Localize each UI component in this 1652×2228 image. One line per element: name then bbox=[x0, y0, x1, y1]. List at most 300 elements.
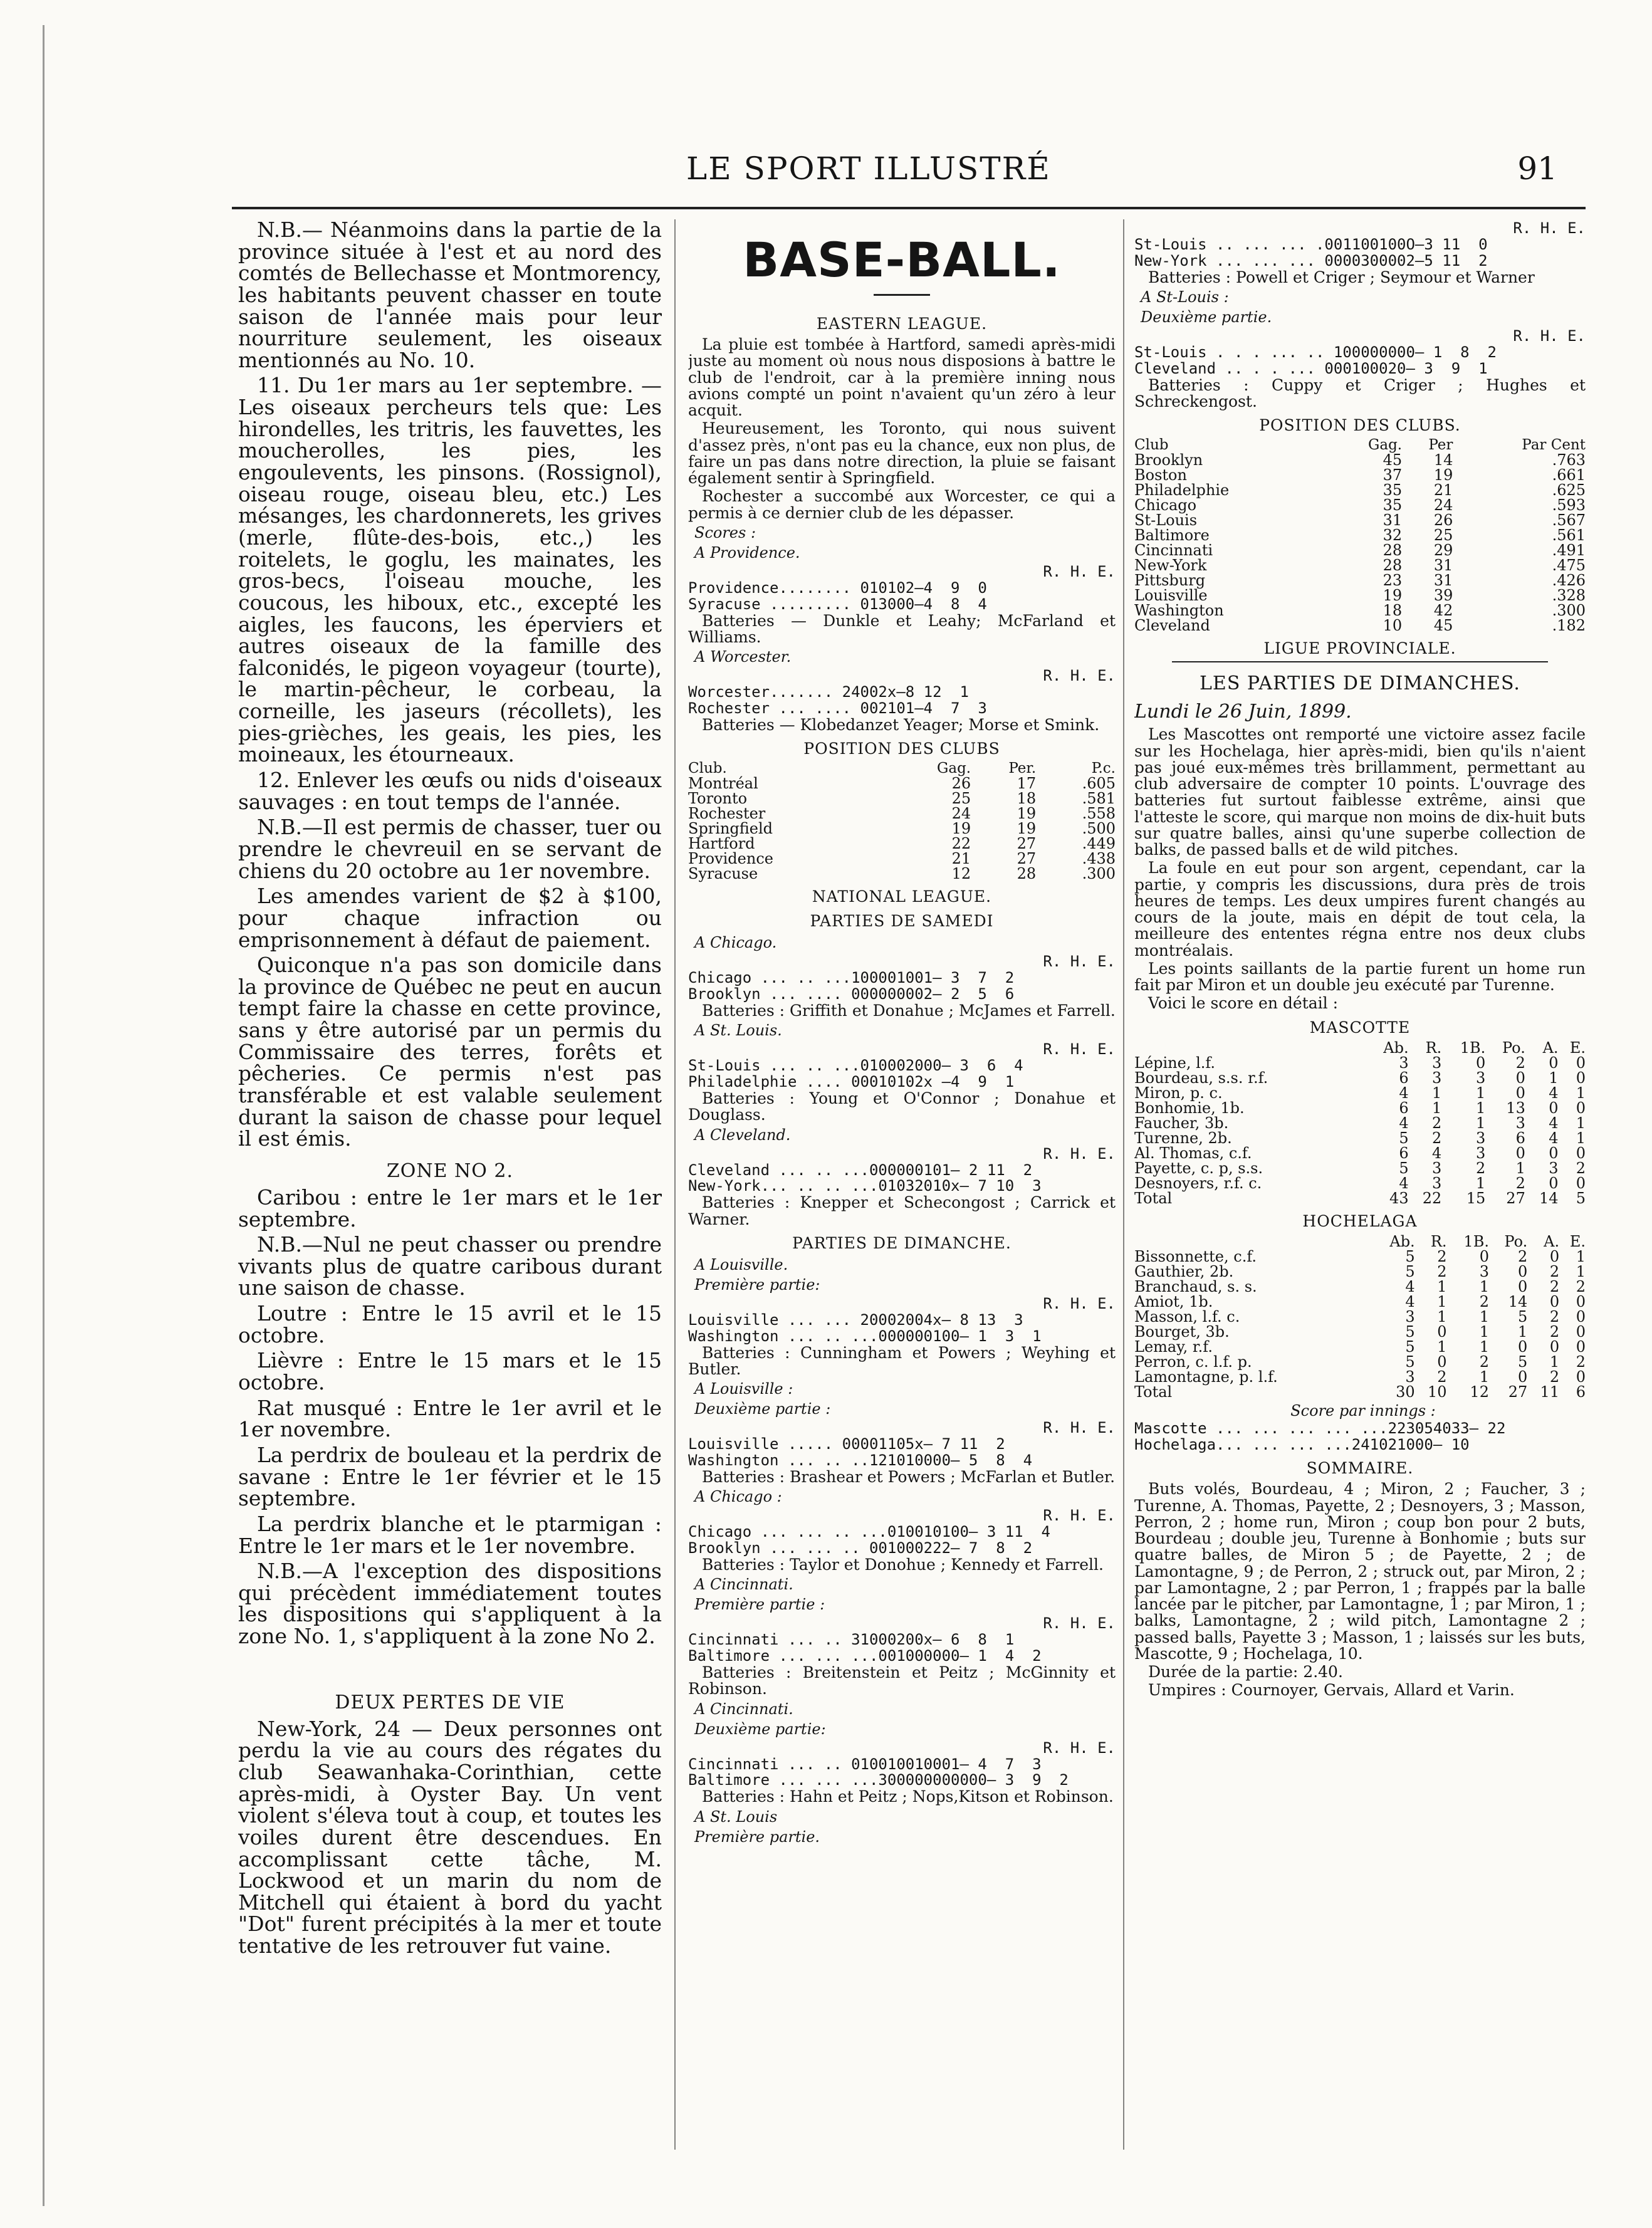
stat: 1 bbox=[1437, 1307, 1447, 1326]
stat: 2 bbox=[1549, 1307, 1560, 1326]
paragraph: Les amendes varient de $2 à $100, pour chaque infraction ou emprisonnement à défaut de paiement. bbox=[238, 884, 662, 952]
paragraph: N.B.—Nul ne peut chasser ou prendre vivants plus de quatre caribous durant une saison de chasse. bbox=[238, 1232, 662, 1300]
wins: 23 bbox=[1383, 572, 1403, 590]
player: Bourget, 3b. bbox=[1134, 1322, 1230, 1341]
column-header: Gag. bbox=[937, 760, 971, 777]
pct: .438 bbox=[1082, 850, 1116, 868]
stat: 2 bbox=[1479, 1292, 1489, 1310]
stat: 1 bbox=[1576, 1247, 1586, 1265]
pct: .558 bbox=[1082, 805, 1116, 823]
game-location: A St-Louis : bbox=[1141, 288, 1229, 306]
club-name: New-York bbox=[1134, 557, 1207, 575]
paragraph: Rat musqué : Entre le 1er avril et le 1er novembre. bbox=[238, 1395, 662, 1442]
stat: 4 bbox=[1549, 1084, 1559, 1102]
table-row bbox=[1134, 513, 1586, 528]
losses: 19 bbox=[1433, 466, 1453, 484]
score-line: St-Louis ... .. ...010002000— 3 6 4 bbox=[688, 1058, 1023, 1075]
stat: 27 bbox=[1506, 1189, 1525, 1207]
column-header: Po. bbox=[1502, 1038, 1525, 1057]
stat: 1 bbox=[1517, 1322, 1528, 1341]
game-location: A Chicago : bbox=[694, 1488, 782, 1506]
losses: 29 bbox=[1433, 541, 1453, 560]
batteries: Batteries : Young et O'Connor ; Donahue et Douglass. bbox=[688, 1089, 1116, 1124]
stat: 43 bbox=[1389, 1189, 1409, 1207]
stat: 0 bbox=[1517, 1262, 1528, 1280]
paragraph: 12. Enlever les œufs ou nids d'oiseaux sauvages : en tout temps de l'année. bbox=[238, 768, 662, 814]
league-heading: LIGUE PROVINCIALE. bbox=[1263, 639, 1456, 658]
game-location: A St. Louis bbox=[694, 1807, 778, 1826]
score-line: Syracuse ......... 013000—4 8 4 bbox=[688, 596, 987, 613]
club-name: Washington bbox=[1134, 602, 1224, 620]
score-line: Cleveland ... .. ...000000101— 2 11 2 bbox=[688, 1162, 1033, 1179]
stat: 0 bbox=[1549, 1054, 1559, 1072]
losses: 18 bbox=[1017, 790, 1037, 808]
stat: 4 bbox=[1432, 1144, 1442, 1162]
stat: 5 bbox=[1517, 1352, 1528, 1371]
rhe-header: R. H. E. bbox=[1513, 327, 1586, 345]
table-row bbox=[1134, 1116, 1586, 1131]
paragraph: Heureusement, les Toronto, qui nous suivent d'assez près, n'ont pas eu la chance, eux non plus, de faire un pas dans notre direction, la pluie se faisant également sentir à Springfield. bbox=[688, 419, 1116, 487]
wins: 28 bbox=[1383, 541, 1403, 560]
paragraph: Les Mascottes ont remporté une victoire assez facile sur les Hochelaga, hier après-midi, bien qu'ils n'aient pas joué eux-mêmes très brillamment, permettant au club adversaire de compter 10 points. L'ouvrage des batteries fut surtout faiblesse extrême, ainsi que l'atteste le score, qui marque non moins de dix-huit buts sur quatre balles, ainsi qu'une superbe collection de balks, de passed balls et de wild pitches. bbox=[1134, 725, 1586, 859]
pct: .491 bbox=[1552, 541, 1586, 560]
wins: 26 bbox=[951, 775, 971, 793]
losses: 42 bbox=[1433, 602, 1453, 620]
losses: 19 bbox=[1017, 805, 1037, 823]
stat: 0 bbox=[1576, 1054, 1586, 1072]
pct: .561 bbox=[1552, 526, 1586, 545]
dateline: Lundi le 26 Juin, 1899. bbox=[1134, 701, 1352, 723]
box-score-hochelaga bbox=[1134, 1234, 1586, 1399]
wins: 10 bbox=[1383, 617, 1403, 635]
rhe-header: R. H. E. bbox=[1043, 953, 1116, 971]
column-header: Po. bbox=[1504, 1232, 1528, 1250]
standings-heading: POSITION DES CLUBS. bbox=[1259, 416, 1461, 435]
stat: 15 bbox=[1466, 1189, 1486, 1207]
header-rule bbox=[232, 207, 1586, 209]
game-block bbox=[688, 1380, 1116, 1485]
stat: 0 bbox=[1517, 1368, 1528, 1386]
stat: 4 bbox=[1399, 1174, 1409, 1192]
section-title: BASE-BALL. bbox=[743, 232, 1061, 288]
game-location: A Cincinnati. bbox=[694, 1700, 793, 1718]
club-name: Syracuse bbox=[688, 865, 758, 883]
stat: 0 bbox=[1576, 1292, 1586, 1310]
player: Desnoyers, r.f. c. bbox=[1134, 1174, 1262, 1192]
table-row bbox=[1134, 1324, 1586, 1339]
league-heading: NATIONAL LEAGUE. bbox=[812, 887, 992, 906]
paragraph: N.B.—A l'exception des dispositions qui précèdent immédiatement toutes les dispositions qui s'appliquent à la zone No. 1, s'appliquent à la zone No 2. bbox=[238, 1559, 662, 1649]
wins: 24 bbox=[951, 805, 971, 823]
stat: 3 bbox=[1475, 1144, 1486, 1162]
stat: 5 bbox=[1399, 1159, 1409, 1177]
score-line: Baltimore ... ... ...300000000000— 3 9 2 bbox=[688, 1772, 1069, 1789]
game-location: A Worcester. bbox=[694, 648, 792, 666]
stat: 1 bbox=[1576, 1114, 1586, 1132]
player: Lépine, l.f. bbox=[1134, 1054, 1216, 1072]
paragraph: N.B.—Il est permis de chasser, tuer ou prendre le chevreuil en se servant de chiens du 20 octobre au 1er novembre. bbox=[238, 815, 662, 883]
table-row bbox=[1134, 498, 1586, 513]
column-header: A. bbox=[1544, 1232, 1560, 1250]
league-heading: EASTERN LEAGUE. bbox=[816, 315, 988, 333]
paragraph: La pluie est tombée à Hartford, samedi après-midi juste au moment où nous nous disposions à battre le club de l'endroit, car à la première inning nous avions compté un point n'avaient qu'un zéro à leur acquit. bbox=[688, 335, 1116, 419]
rhe-header: R. H. E. bbox=[1043, 1419, 1116, 1437]
rhe-header: R. H. E. bbox=[1043, 1144, 1116, 1163]
score-line: St-Louis . . . ... .. 100000000— 1 8 2 bbox=[1134, 345, 1497, 361]
column-header: Club. bbox=[688, 760, 727, 777]
rhe-header: R. H. E. bbox=[1043, 667, 1116, 685]
stat: 0 bbox=[1576, 1174, 1586, 1192]
player: Branchaud, s. s. bbox=[1134, 1277, 1257, 1295]
column-header: R. bbox=[1425, 1038, 1442, 1057]
column-header: Per. bbox=[1008, 760, 1037, 777]
stat: 1 bbox=[1437, 1277, 1447, 1295]
standings-table bbox=[688, 761, 1116, 881]
stat: 1 bbox=[1475, 1099, 1486, 1117]
player: Lemay, r.f. bbox=[1134, 1337, 1213, 1356]
losses: 17 bbox=[1017, 775, 1037, 793]
stat: 3 bbox=[1549, 1159, 1559, 1177]
stat: 5 bbox=[1399, 1129, 1409, 1147]
table-row bbox=[1134, 558, 1586, 573]
losses: 31 bbox=[1433, 572, 1453, 590]
pct: .300 bbox=[1082, 865, 1116, 883]
stat: 3 bbox=[1479, 1262, 1489, 1280]
player: Amiot, 1b. bbox=[1134, 1292, 1213, 1310]
stat: 2 bbox=[1576, 1352, 1586, 1371]
player: Miron, p. c. bbox=[1134, 1084, 1223, 1102]
club-name: Brooklyn bbox=[1134, 451, 1203, 469]
losses: 28 bbox=[1017, 865, 1037, 883]
wins: 21 bbox=[951, 850, 971, 868]
stat: 3 bbox=[1475, 1069, 1486, 1087]
club-name: Hartford bbox=[688, 835, 755, 853]
game-part: Première partie. bbox=[694, 1828, 820, 1846]
stat: 14 bbox=[1508, 1292, 1528, 1310]
wins: 31 bbox=[1383, 511, 1403, 530]
player: Bourdeau, s.s. r.f. bbox=[1134, 1069, 1268, 1087]
section-heading: LES PARTIES DE DIMANCHES. bbox=[1200, 672, 1520, 695]
rhe-header: R. H. E. bbox=[1043, 562, 1116, 580]
stat: 1 bbox=[1437, 1292, 1447, 1310]
table-row bbox=[688, 806, 1116, 821]
stat: 0 bbox=[1437, 1352, 1447, 1371]
standings-heading: POSITION DES CLUBS bbox=[803, 740, 1000, 758]
column-header: R. bbox=[1430, 1232, 1447, 1250]
stat: 2 bbox=[1549, 1262, 1560, 1280]
scores-label: Scores : bbox=[694, 523, 756, 541]
paragraph: Rochester a succombé aux Worcester, ce qui a permis à ce dernier club de les dépasser. bbox=[688, 487, 1116, 522]
game-location: A Providence. bbox=[694, 543, 800, 562]
club-name: Toronto bbox=[688, 790, 748, 808]
stat: 0 bbox=[1576, 1322, 1586, 1341]
batteries: Batteries : Brashear et Powers ; McFarlan et Butler. bbox=[702, 1467, 1116, 1486]
stat: 3 bbox=[1432, 1054, 1442, 1072]
team-heading: MASCOTTE bbox=[1309, 1018, 1411, 1037]
stat: 0 bbox=[1515, 1144, 1525, 1162]
stat: 3 bbox=[1405, 1307, 1415, 1326]
batteries: Batteries — Dunkle et Leahy; McFarland et Williams. bbox=[688, 611, 1116, 646]
paragraph: Voici le score en détail : bbox=[1148, 994, 1339, 1013]
stat: 1 bbox=[1475, 1084, 1486, 1102]
stat: 27 bbox=[1508, 1383, 1528, 1401]
game-location: A Chicago. bbox=[694, 934, 777, 952]
losses: 26 bbox=[1433, 511, 1453, 530]
column-header: P.c. bbox=[1091, 760, 1116, 777]
table-row bbox=[688, 866, 1116, 881]
player: Masson, l.f. c. bbox=[1134, 1307, 1240, 1326]
stat: 1 bbox=[1549, 1352, 1560, 1371]
score-line: Baltimore ... ... ...001000000— 1 4 2 bbox=[688, 1648, 1042, 1665]
game-block bbox=[688, 1576, 1116, 1697]
column-header: Gag. bbox=[1368, 437, 1403, 454]
game-location: A St. Louis. bbox=[694, 1022, 782, 1040]
stat: 6 bbox=[1515, 1129, 1525, 1147]
stat: 0 bbox=[1549, 1247, 1560, 1265]
wins: 12 bbox=[951, 865, 971, 883]
stat: 2 bbox=[1437, 1262, 1447, 1280]
column-baseball bbox=[688, 219, 1116, 1847]
stat: 1 bbox=[1479, 1368, 1489, 1386]
game-block bbox=[688, 1488, 1116, 1573]
table-row bbox=[1134, 573, 1586, 588]
paragraph: Lièvre : Entre le 15 mars et le 15 octobre. bbox=[238, 1348, 662, 1395]
subsection-heading: PARTIES DE SAMEDI bbox=[810, 912, 994, 931]
table-row bbox=[1134, 1131, 1586, 1146]
column-header: Ab. bbox=[1389, 1232, 1415, 1250]
stat: 5 bbox=[1405, 1262, 1415, 1280]
score-line: Cincinnati ... .. 31000200x— 6 8 1 bbox=[688, 1632, 1015, 1649]
wins: 28 bbox=[1383, 557, 1403, 575]
game-location: A Louisville : bbox=[694, 1380, 793, 1398]
stat: 1 bbox=[1479, 1277, 1489, 1295]
stat: 1 bbox=[1475, 1174, 1486, 1192]
stat: 6 bbox=[1399, 1144, 1409, 1162]
club-name: Rochester bbox=[688, 805, 766, 823]
table-row bbox=[688, 836, 1116, 851]
table-row bbox=[1134, 1279, 1586, 1294]
publication-title: LE SPORT ILLUSTRÉ bbox=[686, 150, 1051, 187]
rhe-header: R. H. E. bbox=[1043, 1614, 1116, 1633]
score-line: St-Louis .. ... ... .001100100O—3 11 0 bbox=[1134, 237, 1488, 253]
wins: 37 bbox=[1383, 466, 1403, 484]
stat: 2 bbox=[1549, 1368, 1560, 1386]
team-heading: HOCHELAGA bbox=[1302, 1211, 1418, 1230]
stat: 0 bbox=[1475, 1054, 1486, 1072]
club-name: St-Louis bbox=[1134, 511, 1198, 530]
losses: 39 bbox=[1433, 587, 1453, 605]
game-part: Deuxième partie. bbox=[1141, 308, 1272, 327]
table-row bbox=[1134, 543, 1586, 558]
game-block bbox=[688, 648, 1116, 733]
stat: 1 bbox=[1432, 1084, 1442, 1102]
table-row bbox=[1134, 618, 1586, 633]
batteries: Batteries : Breitenstein et Peitz ; McGinnity et Robinson. bbox=[688, 1663, 1116, 1698]
column-rule bbox=[1123, 219, 1124, 2150]
club-name: Cincinnati bbox=[1134, 541, 1213, 560]
stat: 0 bbox=[1549, 1292, 1560, 1310]
club-name: Cleveland bbox=[1134, 617, 1210, 635]
stat: 1 bbox=[1479, 1307, 1489, 1326]
standings-table bbox=[1134, 438, 1586, 633]
innings-line: Hochelaga... ... ... ...241021000— 10 bbox=[1134, 1436, 1470, 1453]
club-name: Pittsburg bbox=[1134, 572, 1206, 590]
table-row bbox=[1134, 1264, 1586, 1279]
stat: 2 bbox=[1549, 1277, 1560, 1295]
wins: 35 bbox=[1383, 496, 1403, 515]
player: Lamontagne, p. l.f. bbox=[1134, 1368, 1278, 1386]
stat: 2 bbox=[1437, 1368, 1447, 1386]
player: Payette, c. p, s.s. bbox=[1134, 1159, 1263, 1177]
stat: 0 bbox=[1517, 1277, 1528, 1295]
score-line: Chicago ... ... .. ...010010100— 3 11 4 bbox=[688, 1524, 1050, 1541]
column-header: 1B. bbox=[1463, 1232, 1489, 1250]
stat: 11 bbox=[1540, 1383, 1560, 1401]
losses: 25 bbox=[1433, 526, 1453, 545]
table-row bbox=[1134, 528, 1586, 543]
score-line: New-York... .. .. ...01032010x— 7 10 3 bbox=[688, 1178, 1042, 1195]
table-row bbox=[1134, 1085, 1586, 1101]
stat: 4 bbox=[1405, 1277, 1415, 1295]
table-row bbox=[688, 851, 1116, 866]
club-name: Montréal bbox=[688, 775, 758, 793]
score-line: Rochester ... .... 002101—4 7 3 bbox=[688, 700, 987, 717]
losses: 45 bbox=[1433, 617, 1453, 635]
pct: .475 bbox=[1552, 557, 1586, 575]
table-row bbox=[1134, 1161, 1586, 1176]
rhe-header: R. H. E. bbox=[1043, 1294, 1116, 1312]
stat: 1 bbox=[1576, 1262, 1586, 1280]
batteries: Batteries : Cuppy et Criger ; Hughes et Schreckengost. bbox=[1134, 375, 1586, 411]
stat: 2 bbox=[1515, 1054, 1525, 1072]
table-row bbox=[1134, 1176, 1586, 1191]
batteries: Batteries : Powell et Criger ; Seymour et Warner bbox=[1148, 268, 1535, 286]
stat: 0 bbox=[1515, 1069, 1525, 1087]
stat: 1 bbox=[1576, 1129, 1586, 1147]
stat: 1 bbox=[1515, 1159, 1525, 1177]
losses: 14 bbox=[1433, 451, 1453, 469]
score-line: Brooklyn ... .... 000000002— 2 5 6 bbox=[688, 986, 1015, 1003]
rhe-header: R. H. E. bbox=[1043, 1040, 1116, 1059]
table-row bbox=[1134, 588, 1586, 603]
divider bbox=[1172, 661, 1548, 662]
wins: 32 bbox=[1383, 526, 1403, 545]
player: Perron, c. l.f. p. bbox=[1134, 1352, 1252, 1371]
club-name: Boston bbox=[1134, 466, 1187, 484]
table-row bbox=[1134, 1070, 1586, 1085]
pct: .426 bbox=[1552, 572, 1586, 590]
club-name: Springfield bbox=[688, 820, 773, 838]
paragraph: New-York, 24 — Deux personnes ont perdu la vie au cours des régates du club Seawanhaka-Corinthian, cette après-midi, à Oyster Bay. Un vent violent s'éleva tout à coup, et toutes les voiles durent être descendues. En accomplissant cette tâche, M. Lockwood et un marin du nom de Mitchell qui étaient à bord du yacht "Dot" furent précipités à la mer et toute tentative de les retrouver fut vaine. bbox=[238, 1716, 662, 1959]
stat: 1 bbox=[1479, 1322, 1489, 1341]
stat: 0 bbox=[1576, 1307, 1586, 1326]
box-score-mascotte bbox=[1134, 1040, 1586, 1206]
stat: 3 bbox=[1475, 1129, 1486, 1147]
column-standings-provincial bbox=[1134, 219, 1586, 1701]
stat: 3 bbox=[1432, 1174, 1442, 1192]
player: Faucher, 3b. bbox=[1134, 1114, 1229, 1132]
column-header: Par Cent bbox=[1522, 437, 1586, 454]
stat: 1 bbox=[1479, 1337, 1489, 1356]
stat: 3 bbox=[1515, 1114, 1525, 1132]
stat: 6 bbox=[1399, 1069, 1409, 1087]
stat: 2 bbox=[1432, 1129, 1442, 1147]
table-row bbox=[1134, 1249, 1586, 1264]
stat: 6 bbox=[1576, 1383, 1586, 1401]
paragraph: Quiconque n'a pas son domicile dans la province de Québec ne peut en aucun tempt faire la chasse en cette province, sans y être autorisé par un permis du Commissaire des terres, forêts et pêcheries. Ce permis n'est pas transférable et est valable seulement durant la saison de chasse pour lequel il est émis. bbox=[238, 953, 662, 1151]
pct: .567 bbox=[1552, 511, 1586, 530]
club-name: Baltimore bbox=[1134, 526, 1210, 545]
total-row bbox=[1134, 1384, 1586, 1399]
stat: 0 bbox=[1576, 1144, 1586, 1162]
page-binding-edge bbox=[43, 25, 44, 2206]
pct: .328 bbox=[1552, 587, 1586, 605]
rhe-header: R. H. E. bbox=[1043, 1507, 1116, 1525]
stat: 5 bbox=[1405, 1247, 1415, 1265]
pct: .593 bbox=[1552, 496, 1586, 515]
batteries: Batteries : Taylor et Donohue ; Kennedy et Farrell. bbox=[702, 1556, 1104, 1574]
player: Bissonnette, c.f. bbox=[1134, 1247, 1257, 1265]
game-duration: Durée de la partie: 2.40. bbox=[1148, 1663, 1343, 1681]
table-row bbox=[688, 791, 1116, 806]
paragraph: Loutre : Entre le 15 avril et le 15 octobre. bbox=[238, 1301, 662, 1347]
game-location: A Cleveland. bbox=[694, 1126, 791, 1144]
stat: 0 bbox=[1576, 1069, 1586, 1087]
losses: 21 bbox=[1433, 481, 1453, 499]
game-block bbox=[688, 934, 1116, 1019]
stat: 0 bbox=[1549, 1337, 1560, 1356]
club-name: Chicago bbox=[1134, 496, 1197, 515]
score-line: Louisville ... ... 20002004x— 8 13 3 bbox=[688, 1312, 1023, 1329]
wins: 25 bbox=[951, 790, 971, 808]
stat: 4 bbox=[1549, 1129, 1559, 1147]
stat: 2 bbox=[1479, 1352, 1489, 1371]
batteries: Batteries : Griffith et Donahue ; McJames et Farrell. bbox=[702, 1001, 1116, 1020]
table-row bbox=[688, 821, 1116, 836]
stat: 4 bbox=[1399, 1084, 1409, 1102]
stat: 2 bbox=[1515, 1174, 1525, 1192]
wins: 18 bbox=[1383, 602, 1403, 620]
stat: 22 bbox=[1422, 1189, 1442, 1207]
pct: .500 bbox=[1082, 820, 1116, 838]
game-block bbox=[688, 1700, 1116, 1806]
column-header: E. bbox=[1569, 1232, 1586, 1250]
subsection-heading: PARTIES DE DIMANCHE. bbox=[792, 1233, 1012, 1252]
game-block bbox=[1134, 219, 1586, 286]
stat: 5 bbox=[1405, 1337, 1415, 1356]
batteries: Batteries : Cunningham et Powers ; Weyhing et Butler. bbox=[688, 1343, 1116, 1378]
stat: 1 bbox=[1437, 1337, 1447, 1356]
game-part: Première partie : bbox=[694, 1596, 825, 1614]
pct: .625 bbox=[1552, 481, 1586, 499]
paragraph: Caribou : entre le 1er mars et le 1er septembre. bbox=[238, 1185, 662, 1232]
innings-line: Mascotte ... ... ... ... ...223054033— 22 bbox=[1134, 1420, 1506, 1437]
table-row bbox=[1134, 1309, 1586, 1324]
column-rule bbox=[674, 219, 676, 2150]
stat: 30 bbox=[1396, 1383, 1415, 1401]
table-row bbox=[1134, 452, 1586, 468]
total-label: Total bbox=[1134, 1189, 1173, 1207]
score-line: Providence........ 010102—4 9 0 bbox=[688, 580, 987, 597]
table-row bbox=[1134, 1369, 1586, 1384]
club-name: Louisville bbox=[1134, 587, 1208, 605]
losses: 27 bbox=[1017, 835, 1037, 853]
stat: 0 bbox=[1479, 1247, 1489, 1265]
stat: 0 bbox=[1576, 1368, 1586, 1386]
stat: 1 bbox=[1432, 1099, 1442, 1117]
stat: 2 bbox=[1517, 1247, 1528, 1265]
stat: 3 bbox=[1399, 1054, 1409, 1072]
